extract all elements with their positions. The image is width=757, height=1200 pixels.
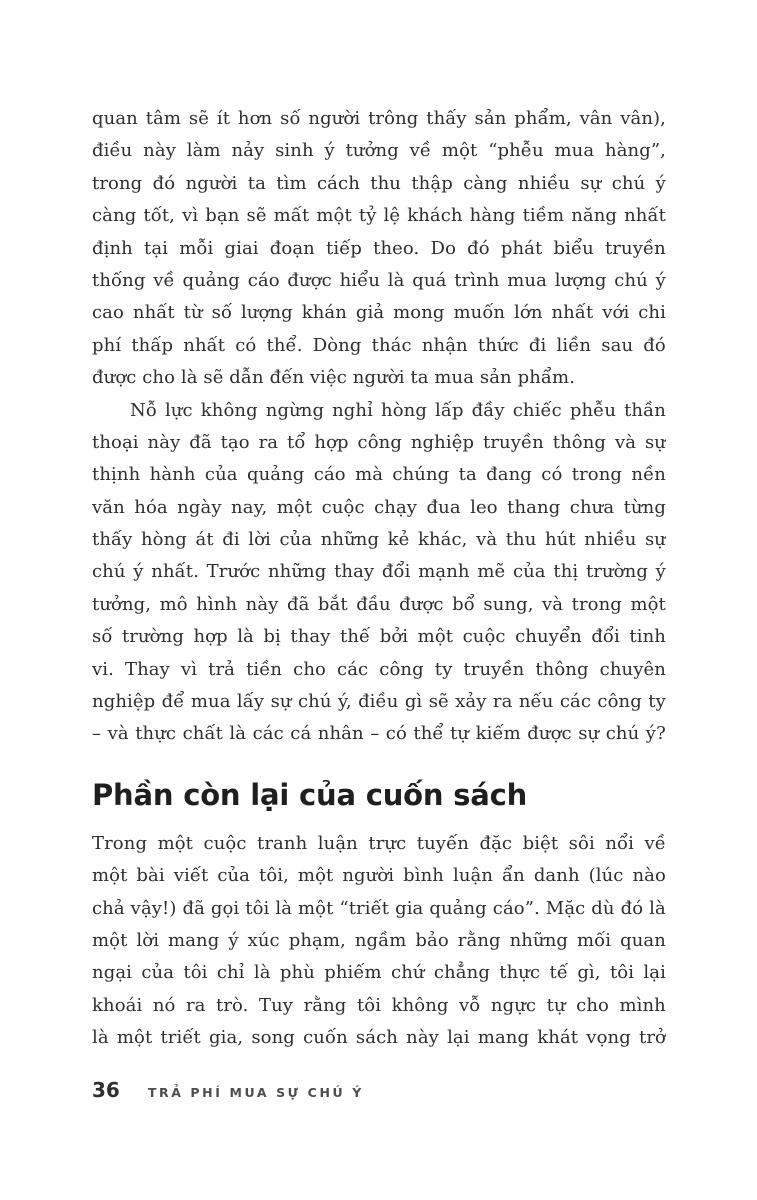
text-line: thấy hòng át đi lời của những kẻ khác, và thu hút nhiều sự [92,529,666,551]
text-line: thịnh hành của quảng cáo mà chúng ta đang có trong nền [92,464,666,486]
text-line: văn hóa ngày nay, một cuộc chạy đua leo thang chưa từng [92,496,666,518]
text-line: chả vậy!) đã gọi tôi là một “triết gia quảng cáo”. Mặc dù đó là [92,897,666,919]
text-line: trong đó người ta tìm cách thu thập càng nhiều sự chú ý [92,172,666,194]
text-line: được cho là sẽ dẫn đến việc người ta mua sản phẩm. [92,367,576,389]
running-title: TRẢ PHÍ MUA SỰ CHÚ Ý [147,1085,364,1100]
text-line: – và thực chất là các cá nhân – có thể tự kiếm được sự chú ý? [92,723,666,745]
text-line: một bài viết của tôi, một người bình luận ẩn danh (lúc nào [92,865,666,887]
paragraph-1 [92,103,666,395]
paragraph-2 [92,395,666,751]
text-line: chú ý nhất. Trước những thay đổi mạnh mẽ của thị trường ý [92,561,666,583]
page-footer [92,1078,364,1102]
text-line: khoái nó ra trò. Tuy rằng tôi không vỗ ngực tự cho mình [92,994,666,1016]
text-line: Nỗ lực không ngừng nghỉ hòng lấp đầy chiếc phễu thần [130,399,666,421]
text-line: Trong một cuộc tranh luận trực tuyến đặc biệt sôi nổi về [92,832,666,854]
text-line: ngại của tôi chỉ là phù phiếm chứ chẳng thực tế gì, tôi lại [92,962,666,984]
text-line: thống về quảng cáo được hiểu là quá trình mua lượng chú ý [92,269,666,291]
paragraph-3 [92,828,666,1055]
text-line: quan tâm sẽ ít hơn số người trông thấy sản phẩm, vân vân), [92,108,666,129]
text-line: phí thấp nhất có thể. Dòng thác nhận thức đi liền sau đó [92,334,666,356]
page-number: 36 [92,1078,120,1102]
text-line: một lời mang ý xúc phạm, ngầm bảo rằng những mối quan [92,929,666,951]
text-line: tưởng, mô hình này đã bắt đầu được bổ sung, và trong một [92,593,666,615]
text-line: càng tốt, vì bạn sẽ mất một tỷ lệ khách hàng tiềm năng nhất [92,205,666,227]
section-heading: Phần còn lại của cuốn sách [92,777,528,812]
text-line: vi. Thay vì trả tiền cho các công ty truyền thông chuyên [92,658,666,680]
text-line: cao nhất từ số lượng khán giả mong muốn lớn nhất với chi [92,302,666,324]
text-line: định tại mỗi giai đoạn tiếp theo. Do đó phát biểu truyền [92,237,666,259]
text-line: nghiệp để mua lấy sự chú ý, điều gì sẽ xảy ra nếu các công ty [92,691,666,713]
text-line: điều này làm nảy sinh ý tưởng về một “phễu mua hàng”, [92,140,666,162]
page-body [92,103,666,1055]
text-line: là một triết gia, song cuốn sách này lại mang khát vọng trở [92,1027,666,1049]
text-line: số trường hợp là bị thay thế bởi một cuộc chuyển đổi tinh [92,626,666,648]
text-line: thoại này đã tạo ra tổ hợp công nghiệp truyền thông và sự [92,431,666,453]
